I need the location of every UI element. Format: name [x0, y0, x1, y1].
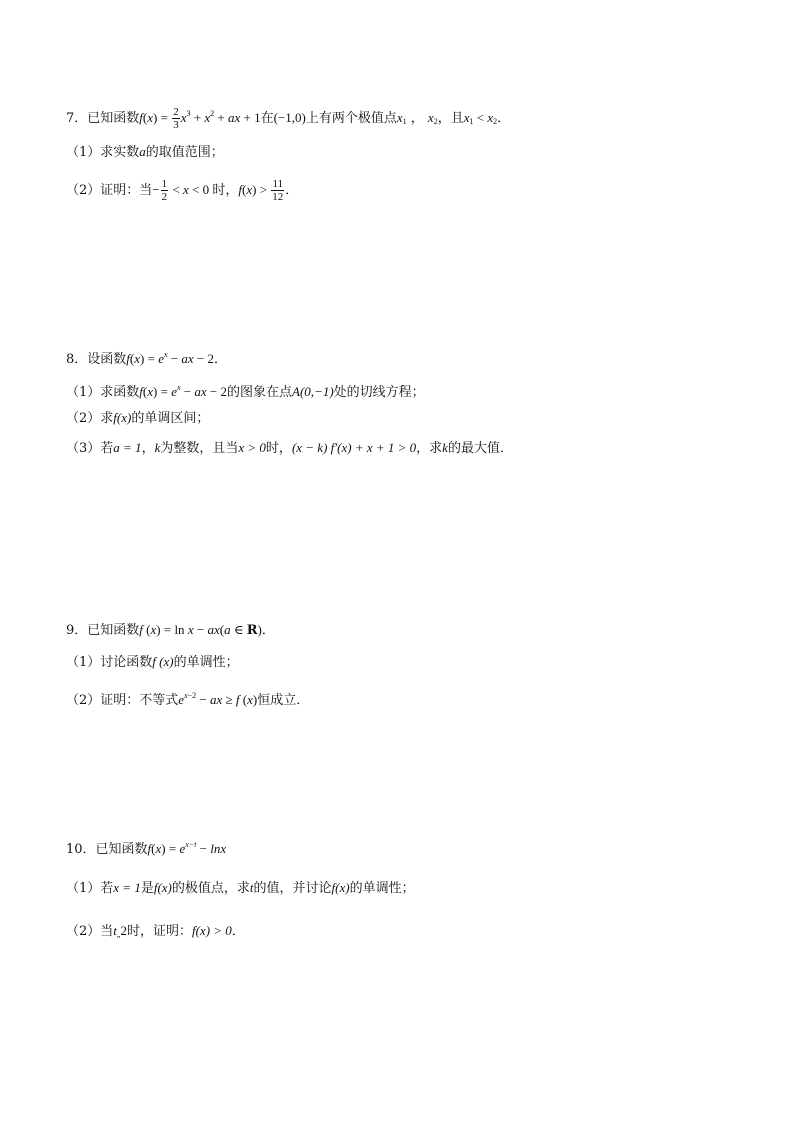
q7-part2: （2）证明：当− $\frac{1}{2}$ < x < 0 时，f(x) > $\frac{11}{12}$ ． [66, 178, 299, 203]
q10-part1: （1）若x = 1是f(x)的极值点，求t的值，并讨论f(x)的单调性； [66, 880, 415, 896]
q7-interval: (−1,0) [273, 110, 306, 125]
q7-stem: 7．已知函数f(x) = $\frac{2}{3}$ $x^3 + x^2$ + ax + 1在(−1,0)上有两个极值点$x_1$ ， $x_2$，且$x_1 < x_2$． [66, 106, 511, 131]
q8-stem: 8．设函数$f(x) = e^x$ − ax − 2． [66, 350, 228, 367]
q9-part1: （1）讨论函数f (x)的单调性； [66, 654, 239, 670]
q7-function: f [139, 110, 143, 125]
q8-part3: （3）若a = 1，k为整数，且当x > 0时，(x − k) f′(x) + x + 1 > 0，求k的最大值． [66, 440, 513, 456]
q9-stem: 9．已知函数f (x) = ln x − ax(a ∈ R)． [66, 622, 275, 638]
q9-part2: （2）证明：不等式$e^{x-2}$ − ax ≥ f (x)恒成立． [66, 691, 310, 708]
q8-part2: （2）求f(x)的单调区间； [66, 410, 210, 426]
q10-stem: 10．已知函数$f(x) = e^{x-t} - \ln x$ [66, 840, 227, 857]
q10-part2: （2）当$t_„2$时，证明：f(x) > 0． [66, 923, 245, 939]
q7-part1: （1）求实数a的取值范围； [66, 144, 224, 160]
q7-fraction-2-3: $\frac{2}{3}$ [173, 106, 179, 131]
q7-fraction-11-12: $\frac{11}{12}$ [272, 178, 284, 203]
q7-fraction-1-2: $\frac{1}{2}$ [161, 178, 168, 203]
q8-part1: （1）求函数$f(x) = e^x$ − ax − 2的图象在点A(0,−1)处的切线方程； [66, 383, 425, 400]
